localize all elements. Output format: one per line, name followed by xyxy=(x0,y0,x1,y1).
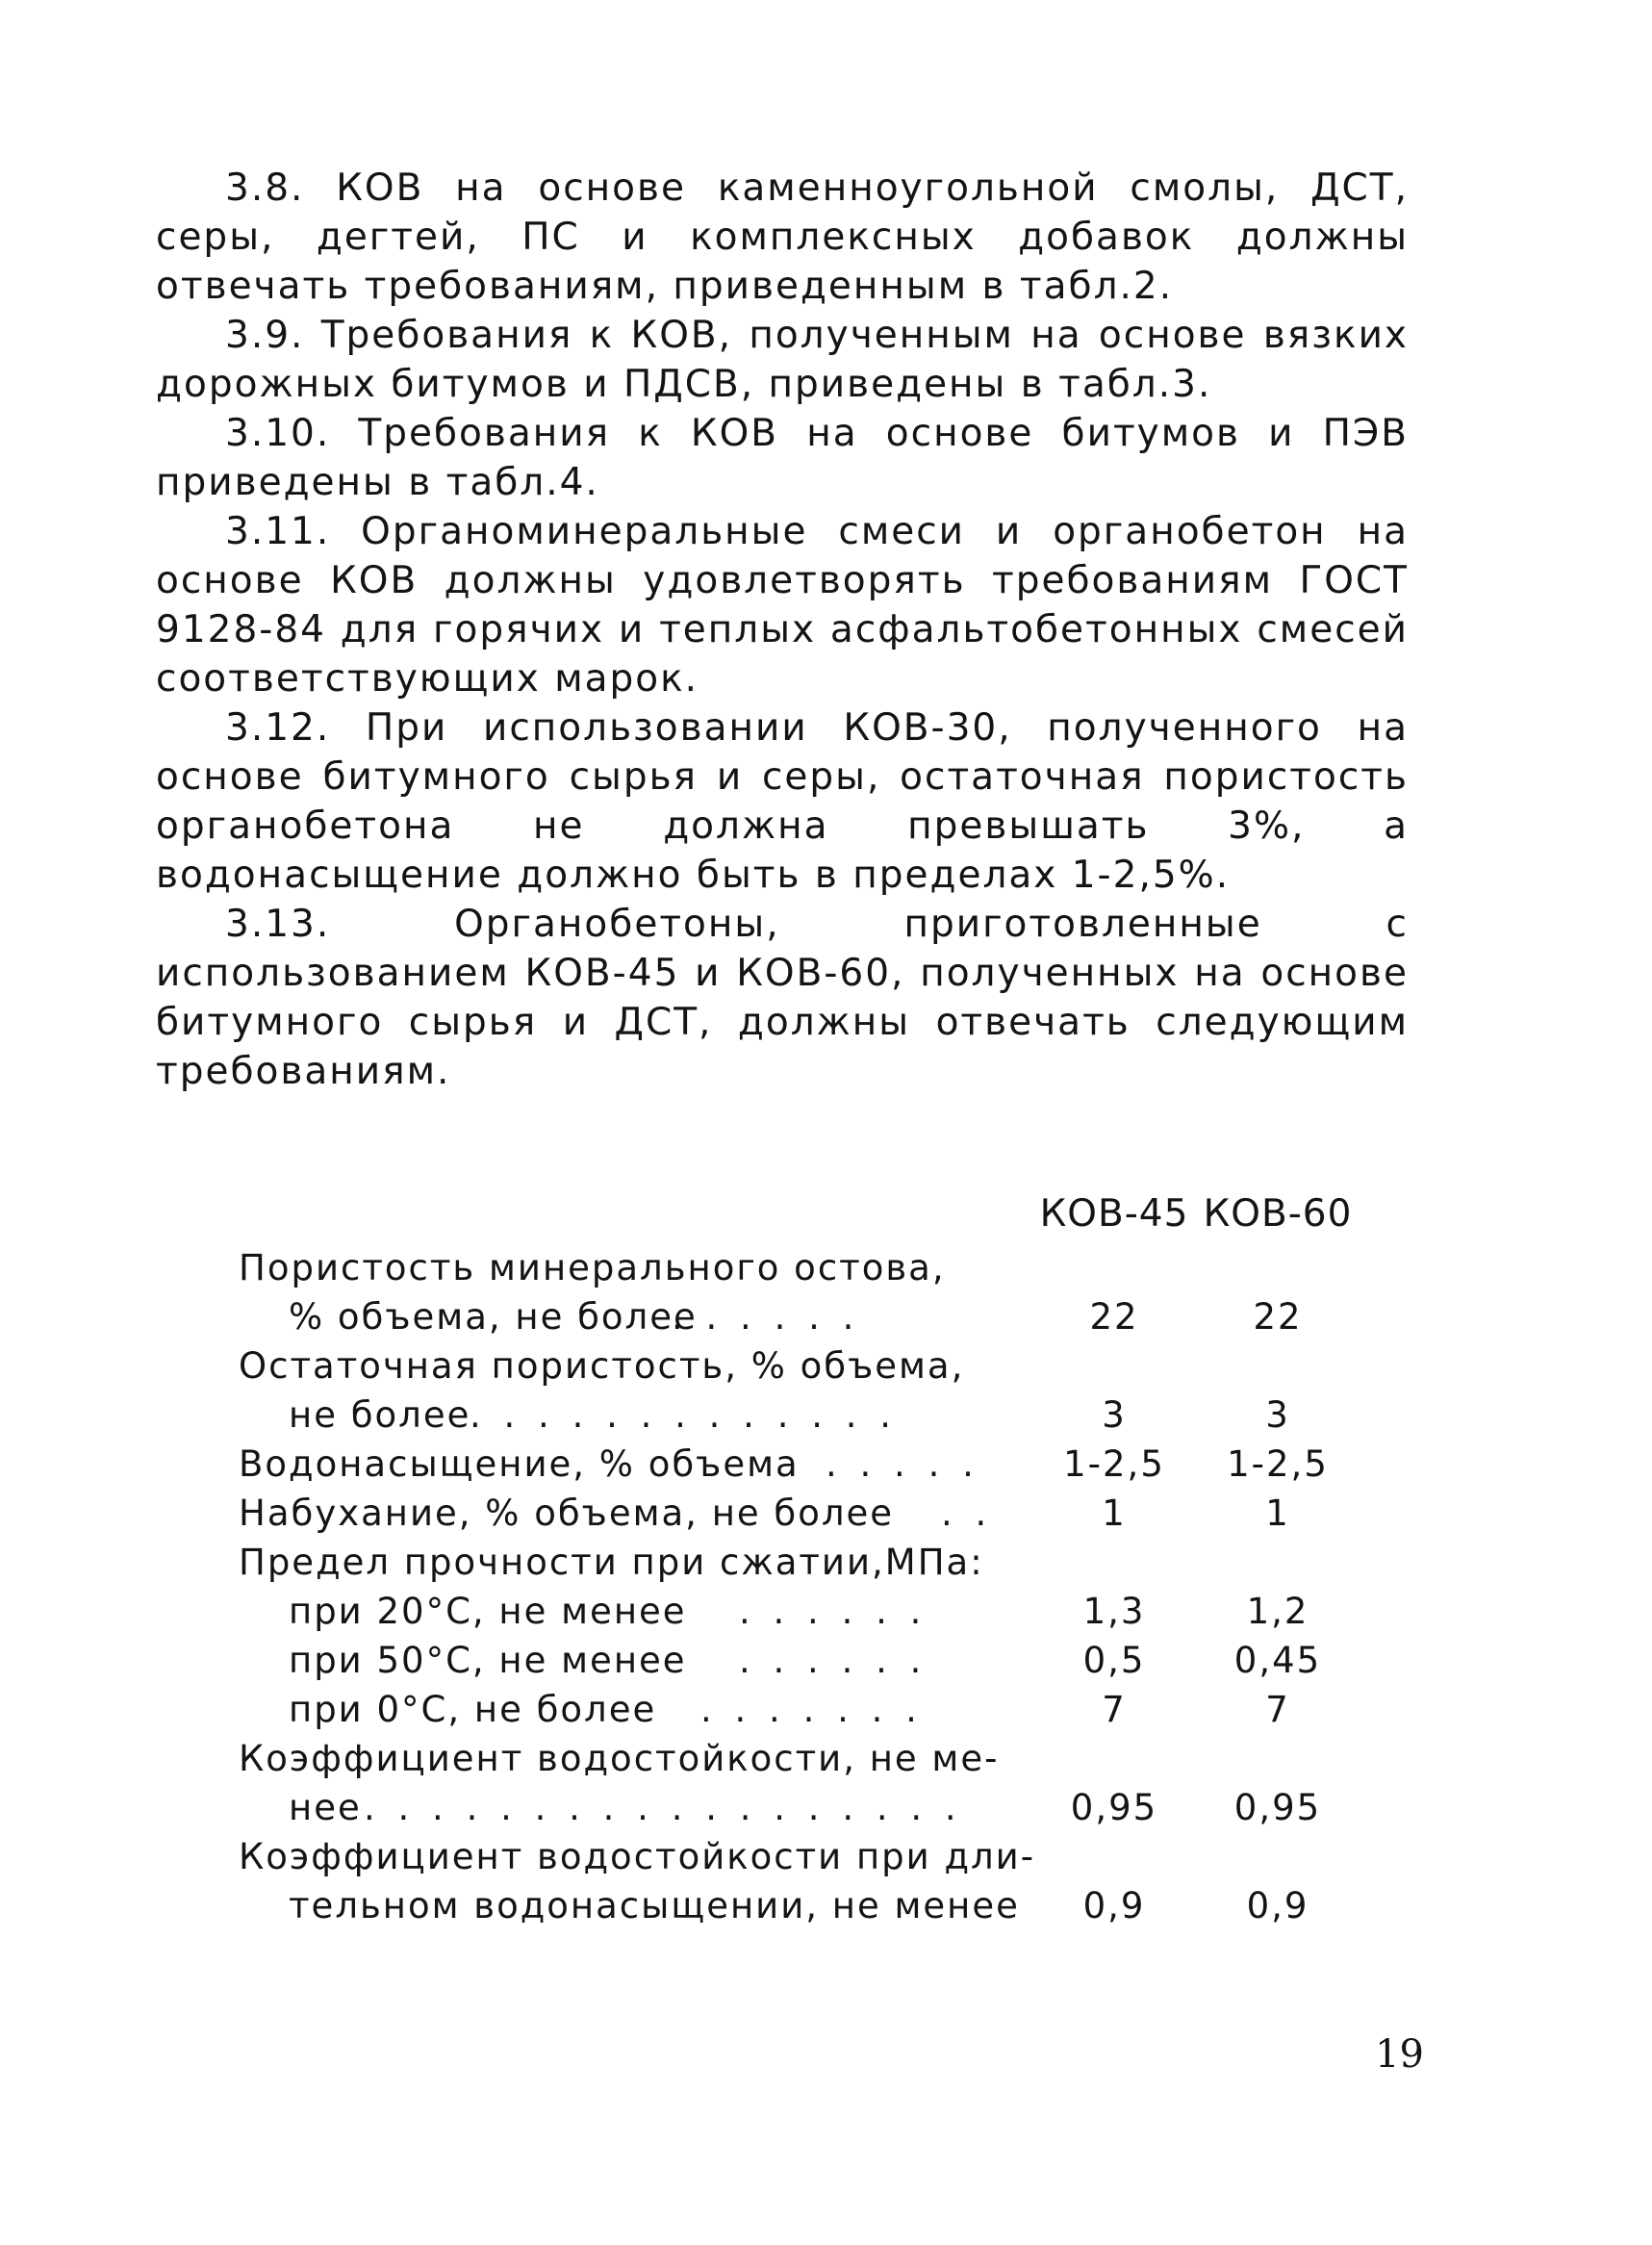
value-kov-60: 0,9 xyxy=(1246,1885,1309,1926)
row-label: Набухание, % объема, не более xyxy=(239,1492,895,1534)
row-dots: . . . . . . xyxy=(739,1640,928,1681)
table-row xyxy=(239,1636,1422,1685)
table-row xyxy=(239,1538,1422,1587)
paragraph-3-9: 3.9. Требования к КОВ, полученным на основе вязких дорожных битумов и ПДСВ, приведены в табл.3. xyxy=(156,314,1409,406)
row-label: при 50°С, не менее xyxy=(289,1640,687,1681)
value-kov-60: 22 xyxy=(1253,1296,1303,1338)
row-label: Водонасыщение, % объема xyxy=(239,1443,800,1485)
value-kov-60: 1-2,5 xyxy=(1227,1443,1329,1485)
value-kov-45: 1,3 xyxy=(1082,1591,1146,1632)
table-row xyxy=(239,1489,1422,1538)
table-row xyxy=(239,1734,1422,1783)
column-header-kov-60: КОВ-60 xyxy=(1203,1192,1353,1236)
row-label: Коэффициент водостойкости, не ме- xyxy=(239,1738,1000,1779)
value-kov-45: 7 xyxy=(1102,1689,1127,1730)
table-row xyxy=(239,1440,1422,1489)
value-kov-45: 3 xyxy=(1102,1394,1127,1436)
row-label: Предел прочности при сжатии,МПа: xyxy=(239,1542,984,1583)
table-row xyxy=(239,1292,1422,1341)
table-row xyxy=(239,1685,1422,1734)
table-row xyxy=(239,1390,1422,1440)
row-label: не более xyxy=(289,1394,471,1436)
row-label: тельном водонасыщении, не менее xyxy=(289,1885,1020,1926)
value-kov-60: 3 xyxy=(1265,1394,1290,1436)
value-kov-45: 1 xyxy=(1102,1492,1127,1534)
paragraph-3-13: 3.13. Органобетоны, приготовленные с использованием КОВ-45 и КОВ-60, полученных на основе битумного сырья и ДСТ, должны отвечать следующим требованиям. xyxy=(156,903,1409,1093)
row-label: нее xyxy=(289,1787,362,1828)
row-label: при 0°С, не более xyxy=(289,1689,657,1730)
table-row xyxy=(239,1832,1422,1881)
value-kov-45: 0,95 xyxy=(1070,1787,1158,1828)
requirements-table xyxy=(239,1186,1422,1930)
paragraph-3-11: 3.11. Органоминеральные смеси и органобетон на основе КОВ должны удовлетворять требованиям ГОСТ 9128-84 для горячих и теплых асфальтобетонных смесей соответствующих марок. xyxy=(156,510,1409,701)
row-label: Остаточная пористость, % объема, xyxy=(239,1345,965,1387)
value-kov-45: 1-2,5 xyxy=(1063,1443,1165,1485)
table-header xyxy=(239,1186,1422,1243)
table-row xyxy=(239,1243,1422,1292)
body-text xyxy=(156,164,1409,1096)
value-kov-45: 22 xyxy=(1089,1296,1139,1338)
row-dots: . . . . . . . xyxy=(700,1689,923,1730)
table-row xyxy=(239,1587,1422,1636)
value-kov-45: 0,5 xyxy=(1082,1640,1146,1681)
row-label: Коэффициент водостойкости при дли- xyxy=(239,1836,1036,1877)
page-number: 19 xyxy=(1375,2032,1424,2077)
value-kov-60: 7 xyxy=(1265,1689,1290,1730)
row-dots: . . . . . . . . . . . . . . . . . . xyxy=(364,1787,962,1828)
row-label: Пористость минерального остова, xyxy=(239,1247,946,1288)
value-kov-60: 1 xyxy=(1265,1492,1290,1534)
value-kov-60: 0,95 xyxy=(1233,1787,1322,1828)
row-dots: . . . . . . . . . . . . . xyxy=(470,1394,898,1436)
table-row xyxy=(239,1881,1422,1930)
row-dots: . . . . . . xyxy=(672,1296,860,1338)
table-row xyxy=(239,1783,1422,1832)
paragraph-3-12: 3.12. При использовании КОВ-30, полученного на основе битумного сырья и серы, остаточная пористость органобетона не должна превышать 3%, а водонасыщение должно быть в пределах 1-2,5%. xyxy=(156,706,1409,897)
row-dots: . . . . . xyxy=(826,1443,979,1485)
value-kov-60: 1,2 xyxy=(1246,1591,1309,1632)
row-label: при 20°С, не менее xyxy=(289,1591,687,1632)
row-dots: . . xyxy=(941,1492,993,1534)
column-header-kov-45: КОВ-45 xyxy=(1039,1192,1189,1236)
row-label: % объема, не более xyxy=(289,1296,698,1338)
value-kov-45: 0,9 xyxy=(1082,1885,1146,1926)
paragraph-3-8: 3.8. КОВ на основе каменноугольной смолы, ДСТ, серы, дегтей, ПС и комплексных добавок должны отвечать требованиям, приведенным в табл.2. xyxy=(156,166,1409,308)
table-row xyxy=(239,1341,1422,1390)
row-dots: . . . . . . xyxy=(739,1591,928,1632)
paragraph-3-10: 3.10. Требования к КОВ на основе битумов и ПЭВ приведены в табл.4. xyxy=(156,412,1409,504)
value-kov-60: 0,45 xyxy=(1233,1640,1322,1681)
